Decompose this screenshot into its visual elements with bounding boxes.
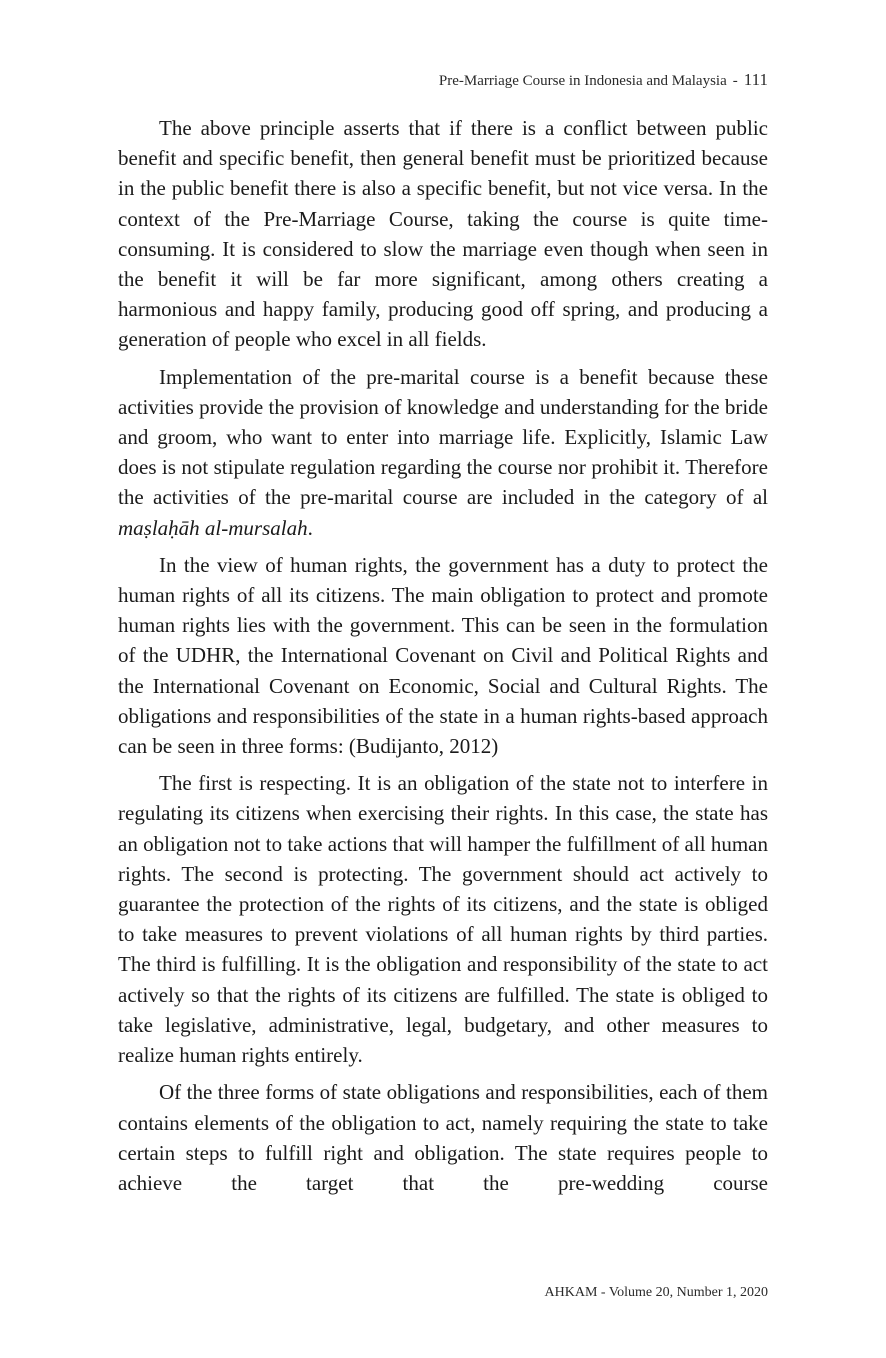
page-number: 111 <box>743 70 768 89</box>
paragraph-2-text: Implementation of the pre-marital course is a benefit because these activities provide the provision of knowledge and understanding for the bride and groom, who want to enter into marriage life. Explicitly, Islamic Law does is not stipulate regulation regarding the course nor prohibit it. Therefore the activities of the pre-marital course are included in the category of al <box>118 364 768 510</box>
paragraph-5: Of the three forms of state obligations and responsibilities, each of them contains elements of the obligation to act, namely requiring the state to take certain steps to fulfill right and obligation. The state requires people to achieve the target that the pre-wedding course <box>118 1080 768 1195</box>
paragraph-3: In the view of human rights, the government has a duty to protect the human rights of all its citizens. The main obligation to protect and promote human rights lies with the government. This can be seen in the formulation of the UDHR, the International Covenant on Civil and Political Rights and the International Covenant on Economic, Social and Cultural Rights. The obligations and responsibilities of the state in a human rights-based approach can be seen in three forms: (Budijanto, 2012) <box>118 552 768 759</box>
body-text <box>118 113 768 1205</box>
paragraph-1: The above principle asserts that if there is a conflict between public benefit and specific benefit, then general benefit must be prioritized because in the public benefit there is also a specific benefit, but not vice versa. In the context of the Pre-Marriage Course, taking the course is quite time-consuming. It is considered to slow the marriage even though when seen in the benefit it will be far more significant, among others creating a harmonious and happy family, producing good off spring, and producing a generation of people who excel in all fields. <box>118 116 768 352</box>
header-separator: - <box>732 73 738 89</box>
paragraph-2-italic-term: maṣlaḥāh al-mursalah <box>118 515 308 540</box>
running-title: Pre-Marriage Course in Indonesia and Malaysia <box>438 73 727 89</box>
paragraph-2 <box>118 362 768 543</box>
paragraph-2-end: . <box>307 515 313 540</box>
running-footer: AHKAM - Volume 20, Number 1, 2020 <box>544 1285 768 1300</box>
running-header <box>118 70 768 91</box>
paragraph-4: The first is respecting. It is an obligation of the state not to interfere in regulating its citizens when exercising their rights. In this case, the state has an obligation not to take actions that will hamper the fulfillment of all human rights. The second is protecting. The government should act actively to guarantee the protection of the rights of its citizens, and the state is obliged to take measures to prevent violations of all human rights by third parties. The third is fulfilling. It is the obligation and responsibility of the state to act actively so that the rights of its citizens are fulfilled. The state is obliged to take legislative, administrative, legal, budgetary, and other measures to realize human rights entirely. <box>118 771 768 1068</box>
